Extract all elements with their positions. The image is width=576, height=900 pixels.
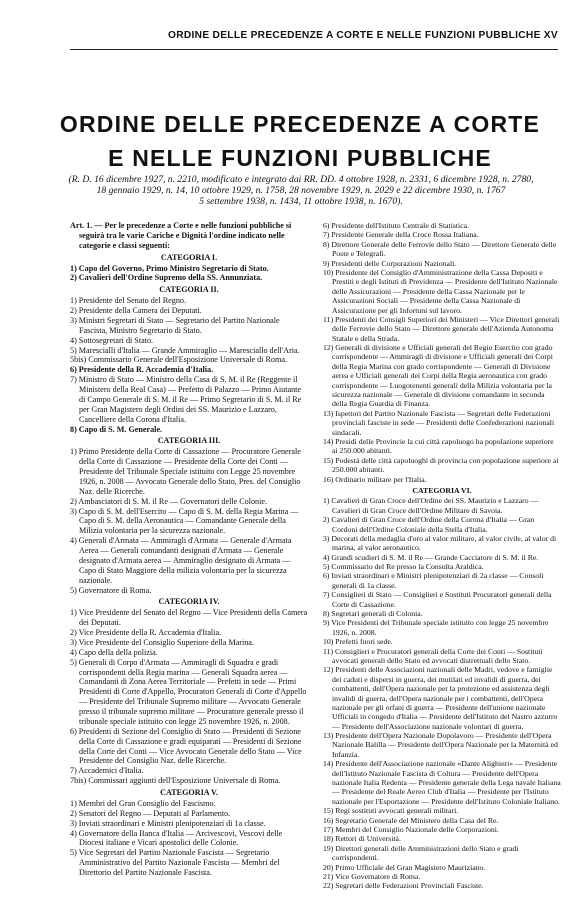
list-item: 1) Capo del Governo, Primo Ministro Segretario di Stato. <box>70 263 269 273</box>
list-item: 11) Presidenti dei Consigli Superiori dei Ministeri — Vice Direttori generali delle Ferrovie dello Stato — Direttore generale dell'Azienda Autonoma Statale e della Strada. <box>323 314 560 343</box>
subtitle-line-1: (R. D. 16 dicembre 1927, n. 2210, modificato e integrato dai RR. DD. 4 ottobre 1928, n. 2331, 6 dicembre 1928, n. 2780, <box>68 174 534 185</box>
category-heading: CATEGORIA I. <box>160 252 218 262</box>
list-item: 1) Presidente del Senato del Regno. <box>70 296 186 306</box>
list-item: 3) Vice Presidente del Consiglio Superiore della Marina. <box>70 637 254 647</box>
list-item: 11) Consiglieri e Procuratori generali della Corte dei Conti — Sostituti avvocati generali dello Stato ed avvocati distrettuali dello Stato. <box>323 646 543 665</box>
category-heading: CATEGORIA IV. <box>158 597 220 607</box>
list-item: 14) Presidi delle Provincie la cui città capoluogo ha popolazione superiore ai 250.000 abitanti. <box>323 436 554 456</box>
list-item: 1) Membri del Gran Consiglio del Fascismo. <box>70 798 216 808</box>
list-item: 1) Primo Presidente della Corte di Cassazione — Procuratore Generale della Corte di Cassazione — Presidente della Corte dei Conti — Presidente del Tribunale Speciale istituito con Legge 25 novembre 1926, n. 2008 — Avvocato Generale dello Stato, Pres. del Consiglio Naz. delle Ricerche. <box>70 447 301 496</box>
list-item: 6) Presidente della R. Accademia d'Italia. <box>70 365 214 375</box>
list-item: 17) Membri del Consiglio Nazionale delle Corporazioni. <box>323 825 499 834</box>
list-item: 7) Accademici d'Italia. <box>70 766 144 776</box>
list-item: Art. 1. — Per le precedenze a Corte e nelle funzioni pubbliche si seguirà tra le varie Cariche e Dignità l'ordine indicato nelle categorie e classi seguenti: <box>70 221 292 250</box>
list-item: 8) Segretari generali di Colonia. <box>323 609 423 619</box>
list-item: 3) Decorati della medaglia d'oro al valor militare, al valor civile, al valor di marina, al valor aeronautico. <box>323 533 557 553</box>
list-item: 1) Cavalieri di Gran Croce dell'Ordine dei SS. Maurizio e Lazzaro — Cavalieri di Gran Croce dell'Ordine Militare di Savoia. <box>323 496 539 515</box>
list-item: 16) Segretario Generale del Ministero della Casa del Re. <box>323 815 499 825</box>
list-item: 3) Ministri Segretari di Stato — Segretario del Partito Nazionale Fascista, Ministro Segretario di Stato. <box>70 315 280 335</box>
list-item: 2) Ambasciatori di S. M. il Re — Governatori delle Colonie. <box>70 496 267 506</box>
left-column <box>70 221 308 878</box>
list-item: 5) Generali di Corpo d'Armata — Ammiragli di Squadra e gradi corrispondenti della Regia marina — Generali Squadra aerea — Comandanti di Zona Aerea Territoriale — Prefetti in sede — Primi Presidenti di Corte d'Appello, Procuratori Generali di Corte d'Appello — Presidente del Tribunale Supremo militare — Avvocato Generale presso il tribunale supremo militare — Procuratore generale presso il tribunale speciale istituito con legge 25 novembre 1926, n. 2008. <box>70 657 307 726</box>
list-item: 7) Ministro di Stato — Ministro della Casa di S. M. il Re (Reggente il Ministero della Real Casa) — Prefetto di Palazzo — Primo Aiutante di Campo Generale di S. M. il Re — Primo Segretario di S. M. il Re per Gran Magistero degli Ordini dei SS. Maurizio e Lazzaro, Cancelliere della Corona d'Italia. <box>70 375 302 424</box>
list-item: 19) Direttori generali delle Amministrazioni dello Stato e gradi corrispondenti. <box>323 843 519 863</box>
list-item: 5) Marescialli d'Italia — Grande Ammiraglio — Maresciallo dell'Aria. <box>70 345 300 355</box>
running-title: ORDINE DELLE PRECEDENZE A CORTE E NELLE FUNZIONI PUBBLICHE <box>168 30 541 41</box>
category-heading: CATEGORIA V. <box>160 788 218 797</box>
list-item: 5) Vice Segretari del Partito Nazionale Fascista — Segretario Amministrativo del Partito Nazionale Fascista — Membri del Direttorio del Partito Nazionale Fascista. <box>70 848 280 877</box>
list-item: 7) Consiglieri di Stato — Consiglieri e Sostituti Procuratori generali della Corte di Cassazione. <box>323 590 552 609</box>
list-item: 13) Presidente dell'Opera Nazionale Dopolavoro — Presidente dell'Opera Nazionale Balilla — Presidente dell'Opera Nazionale per la Maternità ed Infanzia. <box>323 731 558 759</box>
list-item: 1) Vice Presidente del Senato del Regno — Vice Presidenti della Camera dei Deputati. <box>70 608 308 628</box>
list-item: 7bis) Commissari aggiunti dell'Esposizione Universale di Roma. <box>70 776 281 786</box>
list-item: 20) Primo Ufficiale del Gran Magistero Mauriziano. <box>323 862 486 872</box>
list-item: 5) Governatore di Roma. <box>70 585 152 595</box>
category-heading: CATEGORIA II. <box>159 285 219 295</box>
list-item: 2) Presidente della Camera dei Deputati. <box>70 306 202 315</box>
list-item: 15) Regi sostituti avvocati generali militari. <box>323 806 459 816</box>
subtitle-line-3: 5 settembre 1938, n. 1434, 11 ottobre 1938, n. 1670). <box>199 196 403 207</box>
list-item: 4) Capo della della polizia. <box>70 647 158 657</box>
list-item: 6) Presidente dell'Istituto Centrale di Statistica. <box>323 221 470 230</box>
list-item: 2) Cavalieri dell'Ordine Supremo della SS. Annunziata. <box>70 273 263 283</box>
running-header <box>68 30 558 44</box>
list-item: 2) Cavalieri di Gran Croce dell'Ordine della Corona d'Italia — Gran Cordoni dell'Ordine Coloniale della Stella d'Italia. <box>323 515 535 534</box>
list-item: 10) Prefetti fuori sede. <box>323 637 393 647</box>
list-item: 16) Ordinario militare per l'Italia. <box>323 474 427 484</box>
list-item: 6) Presidenti di Sezione del Consiglio di Stato — Presidenti di Sezione della Corte di Cassazione e gradi equiparati — Presidenti di Sezione della Corte dei Conti — Vice Avvocato Generale dello Stato — Vice Presidente del Consiglio Naz. delle Ricerche. <box>70 726 302 766</box>
list-item: 10) Presidente del Consiglio d'Amministrazione della Cassa Depositi e Prestiti e degli Istituti di Previdenza — Presidente dell'Istituto Nazionale delle Assicurazioni — Presidente della Cassa Nazionale per le Assicurazioni Sociali — Presidente della Cassa Nazionale di Assicurazione per gli Infortuni sul lavoro. <box>323 267 558 315</box>
list-item: 3) Inviati straordinari e Ministri plenipotenziari di 1a classe. <box>70 818 266 828</box>
page-number: XV <box>543 30 558 41</box>
title-line-1: ORDINE DELLE PRECEDENZE A CORTE <box>59 111 541 137</box>
list-item: 13) Ispettori del Partito Nazionale Fascista — Segretari delle Federazioni provinciali fasciste in sede — Presidenti delle Confederazioni nazionali sindacali. <box>323 408 555 437</box>
list-item: 3) Capo di S. M. dell'Esercito — Capo di S. M. della Regia Marina — Capo di S. M. della Aeronautica — Comandante Generale della Milizia volontaria per la sicurezza nazionale. <box>70 506 299 536</box>
category-heading: CATEGORIA VI. <box>412 485 472 495</box>
list-item: 8) Direttore Generale delle Ferrovie dello Stato — Direttore Generale delle Poste e Telegrafi. <box>323 239 557 259</box>
list-item: 12) Generali di divisione e Ufficiali generali del Regio Esercito con grado corrispondente — Ammiragli di divisione e Ufficiali generali dei Corpi della Regia Marina con grado corrispondente — Generali di Divisione aerea e Ufficiali generali dei Corpi della Regia aeronautica con grado corrispondente — Luogotenenti generali della Milizia volontaria per la sicurezza nazionale — Generale di divisione comandante in seconda della Regia Guardia di Finanza. <box>323 343 553 409</box>
list-item: 4) Governatore della Banca d'Italia — Arcivescovi, Vescovi delle Diocesi italiane e Vicari apostolici delle Colonie. <box>70 828 283 848</box>
list-item: 9) Presidenti delle Corporazioni Nazionali. <box>323 258 457 268</box>
right-column <box>323 221 561 891</box>
list-item: 4) Generali d'Armata — Ammiragli d'Armata — Generale d'Armata Aerea — Generali comandanti designati d'Armata — Generale designato d'Armata aerea — Ammiraglio designato di Armata — Capo di Stato Maggiore della milizia volontaria per la sicurezza nazionale. <box>70 536 292 585</box>
list-item: 4) Grandi scudieri di S. M. il Re — Grande Cacciatore di S. M. il Re. <box>323 552 539 562</box>
list-item: 5) Commissario del Re presso la Consulta Araldica. <box>323 562 484 572</box>
list-item: 5bis) Commissario Generale dell'Esposizione Universale di Roma. <box>70 355 287 365</box>
list-item: 21) Vice Governatore di Roma. <box>323 871 421 881</box>
header-rule <box>70 49 558 50</box>
list-item: 14) Presidente dell'Associazione nazionale «Dante Alighieri» — Presidente dell'Istituto Nazionale Fascista di Coltura — Presidente dell'Opera nazionale Italia Redenta — Presidente generale della Lega navale Italiana — Presidente del Reale Aereo Club d'Italia — Presidente per l'Istituto nazionale per l'Esportazione — Presidente dell'Istituto Coloniale Italiano. <box>323 759 561 806</box>
list-item: 2) Vice Presidente della R. Accademia d'Italia. <box>70 628 222 637</box>
list-item: 4) Sottosegretari di Stato. <box>70 335 154 345</box>
list-item: 12) Presidenti delle Associazioni nazionali delle Madri, vedove e famiglie dei caduti e dispersi in guerra, dei mutilati ed invalidi di guerra, dei combattenti, dell'Opera nazionale per la protezione ed assistenza degli invalidi di guerra, dell'Opera nazionale per i combattenti, dell'Opera nazionale per gli orfani di guerra — Presidente dell'unione nazionale Ufficiali in congedo d'Italia — Presidente dell'Istituto del Nastro azzurro — Presidente dell'Associazione nazionale volontari di guerra. <box>323 665 558 731</box>
list-item: 15) Podestà delle città capoluoghi di provincia con popolazione superiore ai 250.000 abitanti. <box>323 455 559 475</box>
list-item: 6) Inviati straordinari e Ministri plenipotenziari di 2a classe — Consoli generali di 1a classe. <box>323 571 544 590</box>
list-item: 7) Presidente Generale della Croce Rossa Italiana. <box>323 230 479 240</box>
list-item: 18) Rettori di Università. <box>323 834 401 844</box>
category-heading: CATEGORIA III. <box>157 436 221 446</box>
list-item: 8) Capo di S. M. Generale. <box>70 424 163 434</box>
subtitle-line-2: 18 gennaio 1929, n. 14, 10 ottobre 1929, n. 1758, 28 novembre 1929, n. 2029 e 22 dicembre 1930, n. 1767 <box>96 185 506 196</box>
list-item: 22) Segretari delle Federazioni Provinciali Fasciste. <box>323 881 484 891</box>
list-item: 2) Senatori del Regno — Deputati al Parlamento. <box>70 808 231 818</box>
list-item: 9) Vice Presidenti del Tribunale speciale istituito con legge 25 novembre 1926, n. 2008. <box>323 618 549 637</box>
title-line-2: E NELLE FUNZIONI PUBBLICHE <box>108 145 492 171</box>
